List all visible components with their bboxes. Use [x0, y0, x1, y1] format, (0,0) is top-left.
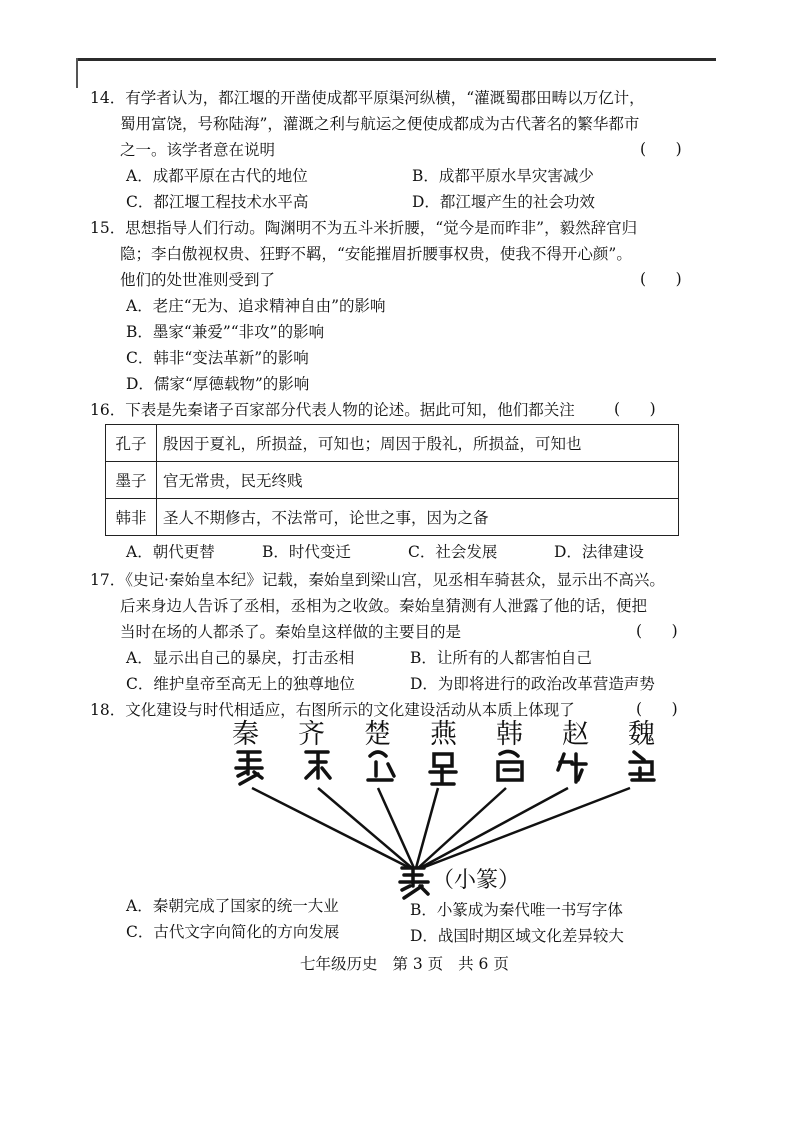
state-name-han: 韩 [496, 719, 523, 750]
state-name-qi: 齐 [298, 719, 325, 750]
q14-answer-paren: ( ) [640, 140, 682, 158]
q16-quote-table [105, 424, 679, 536]
link-line-yan [416, 788, 438, 868]
q17-stem-line1: 17．《史记·秦始皇本纪》记载，秦始皇到梁山宫，见丞相车骑甚众，显示出不高兴。 [90, 571, 665, 589]
page-footer [300, 952, 509, 974]
state-name-chu: 楚 [364, 719, 391, 750]
q15-option-c: C．韩非“变法革新”的影响 [126, 349, 309, 367]
q18-option-a: A．秦朝完成了国家的统一大业 [126, 897, 339, 915]
link-line-wei [422, 788, 630, 868]
q16-option-b: B．时代变迁 [262, 543, 351, 561]
q17-option-a: A．显示出自己的暴戾，打击丞相 [126, 649, 355, 667]
q17-stem-line2: 后来身边人告诉了丞相，丞相为之收敛。秦始皇猜测有人泄露了他的话，便把 [120, 597, 648, 615]
footer-subject: 七年级历史 [300, 955, 378, 973]
state-name-wei: 魏 [628, 719, 655, 750]
q14-option-d: D．都江堰产生的社会功效 [412, 193, 595, 211]
table-row [106, 499, 679, 536]
q15-stem-line1: 15．思想指导人们行动。陶渊明不为五斗米折腰，“觉今是而昨非”，毅然辞官归 [90, 219, 638, 237]
table-cell-name: 韩非 [106, 499, 157, 536]
ancient-glyph-zhao-icon [558, 754, 586, 782]
table-cell-quote: 殷因于夏礼，所损益，可知也；周因于殷礼，所损益，可知也 [157, 425, 679, 462]
q16-option-d: D．法律建设 [554, 543, 644, 561]
q17-answer-paren: ( ) [636, 622, 678, 640]
q15-option-d: D．儒家“厚德载物”的影响 [126, 375, 310, 393]
q14-option-a: A．成都平原在古代的地位 [126, 167, 308, 185]
q17-stem-line3: 当时在场的人都杀了。秦始皇这样做的主要目的是 [120, 623, 462, 641]
q15-stem-line2: 隐；李白傲视权贵、狂野不羁，“安能摧眉折腰事权贵，使我不得开心颜”。 [120, 245, 632, 263]
table-row [106, 425, 679, 462]
q18-answer-paren: ( ) [636, 700, 678, 718]
q17-option-c: C．维护皇帝至高无上的独尊地位 [126, 675, 355, 693]
seal-script-glyph-icon [394, 862, 434, 902]
q16-option-a: A．朝代更替 [126, 543, 215, 561]
q18-option-b: B．小篆成为秦代唯一书写字体 [410, 901, 623, 919]
q17-option-b: B．让所有的人都害怕自己 [410, 649, 592, 667]
ancient-glyph-qi-icon [306, 752, 330, 778]
footer-page: 第 3 页 [392, 955, 444, 973]
q14-stem-line3: 之一。该学者意在说明 [120, 141, 276, 159]
q14-option-c: C．都江堰工程技术水平高 [126, 193, 309, 211]
table-cell-quote: 官无常贵，民无终贱 [157, 462, 679, 499]
table-row [106, 462, 679, 499]
q14-stem-line1: 14．有学者认为，都江堰的开凿使成都平原渠河纵横，“灌溉蜀郡田畴以万亿计， [90, 89, 645, 107]
footer-total: 共 6 页 [458, 955, 509, 973]
q14-option-b: B．成都平原水旱灾害减少 [412, 167, 594, 185]
q17-option-d: D．为即将进行的政治改革营造声势 [410, 675, 655, 693]
paper-edge-left [76, 58, 78, 88]
ancient-glyph-wei-icon [630, 752, 654, 780]
q16-answer-paren: ( ) [614, 400, 656, 418]
seal-script-label: （小篆） [432, 868, 521, 893]
q15-option-b: B．墨家“兼爱”“非攻”的影响 [126, 323, 325, 341]
paper-edge [76, 58, 716, 61]
q18-stem-line1: 18．文化建设与时代相适应，右图所示的文化建设活动从本质上体现了 [90, 701, 575, 719]
q14-stem-line2: 蜀用富饶，号称陆海”，灌溉之利与航运之便使成都成为古代著名的繁华都市 [120, 115, 640, 133]
table-cell-name: 孔子 [106, 425, 157, 462]
table-cell-quote: 圣人不期修古，不法常可，论世之事，因为之备 [157, 499, 679, 536]
state-name-qin: 秦 [232, 719, 259, 750]
q16-option-c: C．社会发展 [408, 543, 498, 561]
q18-option-c: C．古代文字向简化的方向发展 [126, 923, 340, 941]
state-name-zhao: 赵 [562, 719, 589, 750]
q15-option-a: A．老庄“无为、追求精神自由”的影响 [126, 297, 386, 315]
table-cell-name: 墨子 [106, 462, 157, 499]
q16-stem-line1: 16．下表是先秦诸子百家部分代表人物的论述。据此可知，他们都关注 [90, 401, 575, 419]
state-name-yan: 燕 [430, 719, 457, 750]
q15-answer-paren: ( ) [640, 270, 682, 288]
ancient-glyph-han-icon [498, 751, 522, 780]
ancient-glyph-chu-icon [368, 752, 394, 780]
q18-option-d: D．战国时期区域文化差异较大 [410, 927, 624, 945]
q15-stem-line3: 他们的处世准则受到了 [120, 271, 276, 289]
